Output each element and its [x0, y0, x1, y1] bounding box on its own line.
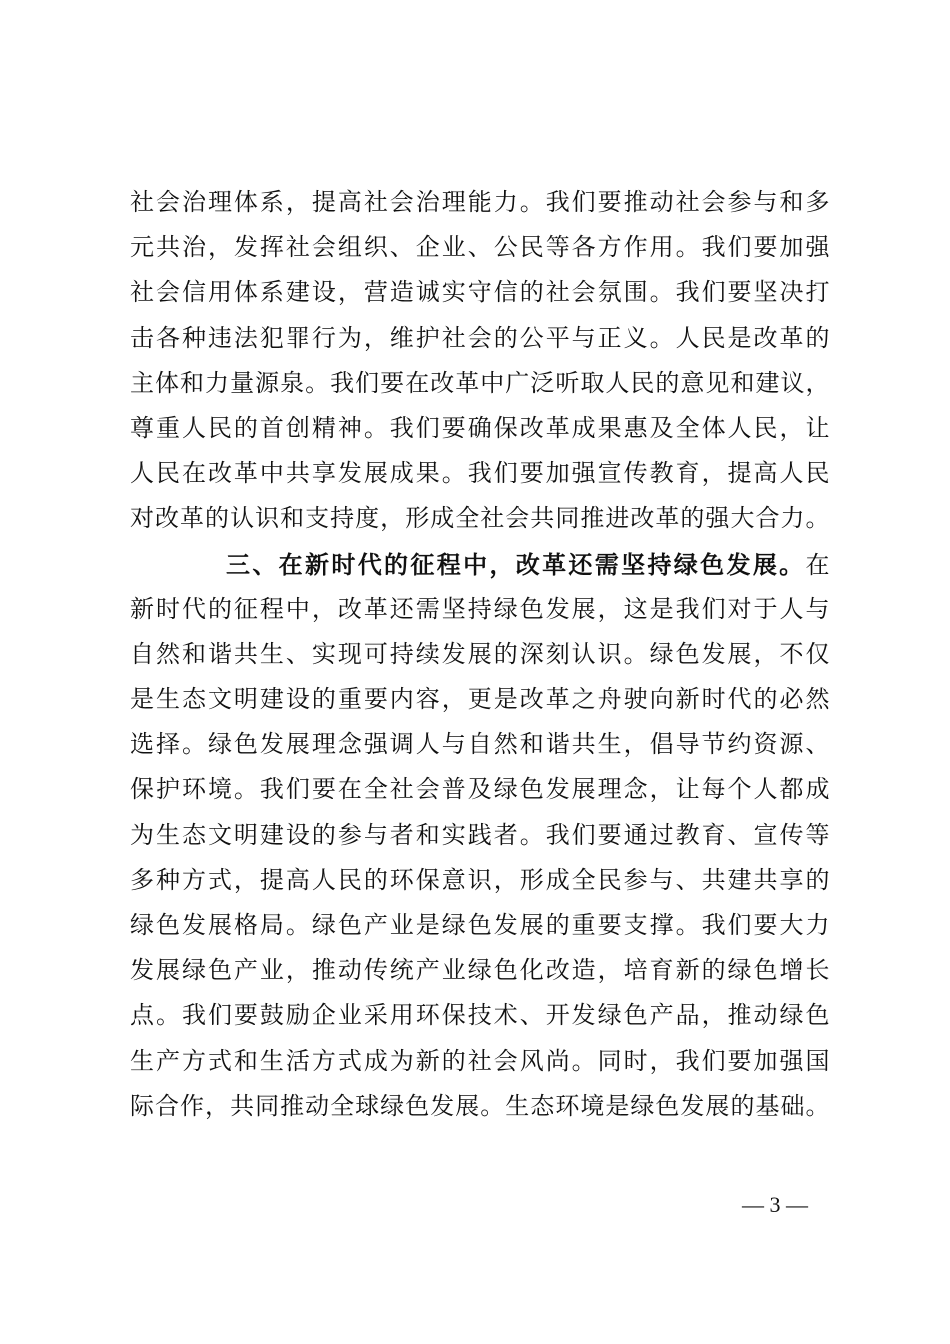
text-line: 绿色发展格局。绿色产业是绿色发展的重要支撑。我们要大力 — [130, 911, 830, 939]
text-line: 自然和谐共生、实现可持续发展的深刻认识。绿色发展，不仅 — [130, 639, 830, 668]
text-line: 社会信用体系建设，营造诚实守信的社会氛围。我们要坚决打 — [130, 278, 830, 307]
text-line: 发展绿色产业，推动传统产业绿色化改造，培育新的绿色增长 — [130, 956, 830, 985]
body-text — [130, 180, 830, 1129]
text-line: 击各种违法犯罪行为，维护社会的公平与正义。人民是改革的 — [130, 323, 830, 352]
text-line: 多种方式，提高人民的环保意识，形成全民参与、共建共享的 — [130, 865, 830, 894]
text-line: 主体和力量源泉。我们要在改革中广泛听取人民的意见和建议， — [130, 368, 830, 397]
text-line: 为生态文明建设的参与者和实践者。我们要通过教育、宣传等 — [130, 820, 830, 849]
text-line: 对改革的认识和支持度，形成全社会共同推进改革的强大合力。 — [130, 504, 830, 533]
text-line: 是生态文明建设的重要内容，更是改革之舟驶向新时代的必然 — [130, 685, 830, 714]
text-line: 选择。绿色发展理念强调人与自然和谐共生，倡导节约资源、 — [130, 730, 830, 759]
page-number: — 3 — — [742, 1192, 808, 1217]
text-line: 保护环境。我们要在全社会普及绿色发展理念，让每个人都成 — [130, 775, 830, 804]
section-heading-line — [130, 542, 830, 587]
section-heading: 三、在新时代的征程中，改革还需坚持绿色发展。 — [226, 549, 806, 579]
text-line: 新时代的征程中，改革还需坚持绿色发展，这是我们对于人与 — [130, 594, 830, 623]
text-line: 际合作，共同推动全球绿色发展。生态环境是绿色发展的基础。 — [130, 1091, 830, 1120]
text-line: 尊重人民的首创精神。我们要确保改革成果惠及全体人民，让 — [130, 413, 830, 442]
text-line: 点。我们要鼓励企业采用环保技术、开发绿色产品，推动绿色 — [130, 1001, 830, 1030]
text-line: 人民在改革中共享发展成果。我们要加强宣传教育，提高人民 — [130, 459, 830, 488]
text-line: 元共治，发挥社会组织、企业、公民等各方作用。我们要加强 — [130, 233, 830, 262]
section-heading-tail: 在 — [805, 550, 830, 579]
text-line: 生产方式和生活方式成为新的社会风尚。同时，我们要加强国 — [130, 1046, 830, 1075]
text-line: 社会治理体系，提高社会治理能力。我们要推动社会参与和多 — [130, 188, 830, 216]
